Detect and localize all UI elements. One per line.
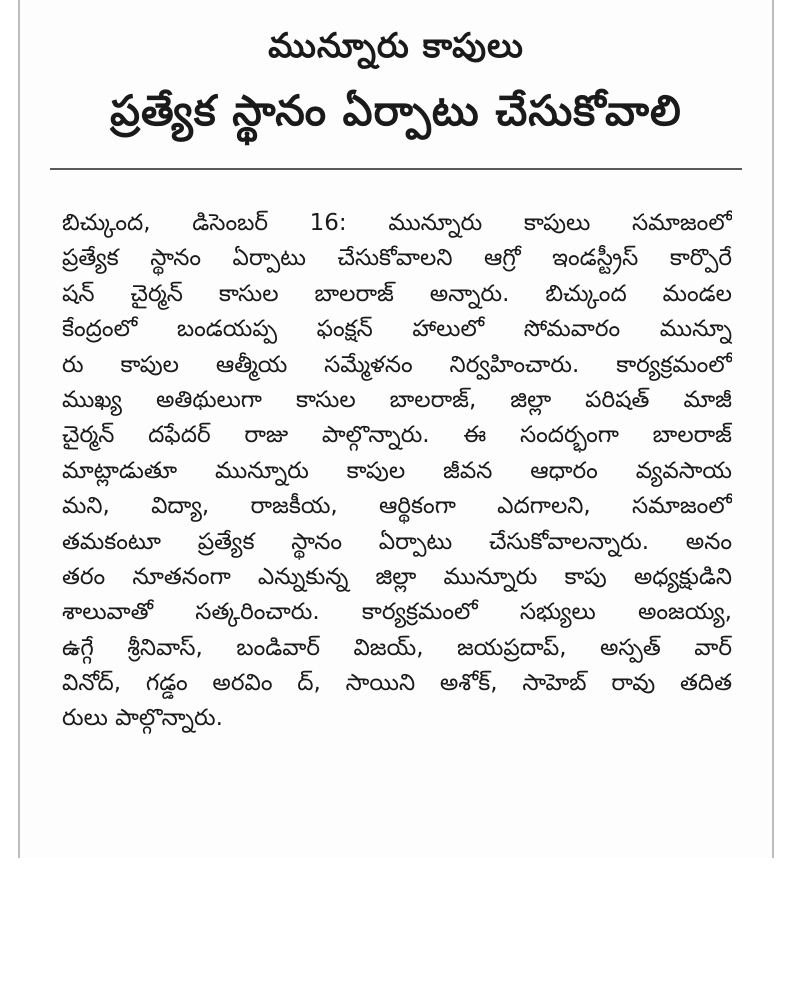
headline: ప్రత్యేక స్థానం ఏర్పాటు చేసుకోవాలి	[110, 86, 682, 135]
article-line: మాట్లాడుతూ మున్నూరు కాపుల జీవన ఆధారం వ్యవసాయ	[62, 457, 732, 484]
article-line: రు కాపుల ఆత్మీయ సమ్మేళనం నిర్వహించారు. కార్యక్రమంలో	[62, 351, 732, 378]
article-body	[62, 206, 732, 737]
article-line: ఉగ్గే శ్రీనివాస్, బండివార్ విజయ్, జయప్రదాప్, అస్పత్ వార్	[62, 634, 732, 661]
article-line: షన్ చైర్మన్ కాసుల బాలరాజ్ అన్నారు. బిచ్కుంద మండల	[62, 280, 732, 307]
article-line: శాలువాతో సత్కరించారు. కార్యక్రమంలో సభ్యులు అంజయ్య,	[62, 599, 732, 626]
newspaper-clipping	[18, 0, 774, 858]
article-line: రులు పాల్గొన్నారు.	[62, 705, 223, 732]
article-line: కేంద్రంలో బండయప్ప ఫంక్షన్ హాలులో సోమవారం మున్నూ	[62, 316, 732, 343]
article-line: మని, విద్యా, రాజకీయ, ఆర్థికంగా ఎదగాలని, సమాజంలో	[62, 493, 732, 520]
article-line: ప్రత్యేక స్థానం ఏర్పాటు చేసుకోవాలని ఆగ్రో ఇండస్ట్రీస్ కార్పొరే	[62, 245, 732, 272]
article-line: ముఖ్య అతిథులుగా కాసుల బాలరాజ్, జిల్లా పరిషత్ మాజీ	[62, 386, 732, 413]
article-line: తరం నూతనంగా ఎన్నుకున్న జిల్లా మున్నూరు కాపు అధ్యక్షుడిని	[62, 563, 732, 590]
article-line: చైర్మన్ దఫేదర్ రాజు పాల్గొన్నారు. ఈ సందర్భంగా బాలరాజ్	[62, 422, 732, 449]
article-line: బిచ్కుంద, డిసెంబర్ 16: మున్నూరు కాపులు సమాజంలో	[62, 210, 732, 236]
article-line: వినోద్, గడ్డం అరవిం ద్, సాయిని అశోక్, సాహెబ్ రావు తదిత	[62, 670, 732, 697]
kicker-heading: మున్నూరు కాపులు	[268, 26, 524, 66]
headline-divider	[50, 168, 742, 170]
article-line: తమకంటూ ప్రత్యేక స్థానం ఏర్పాటు చేసుకోవాలన్నారు. అనం	[62, 528, 732, 555]
